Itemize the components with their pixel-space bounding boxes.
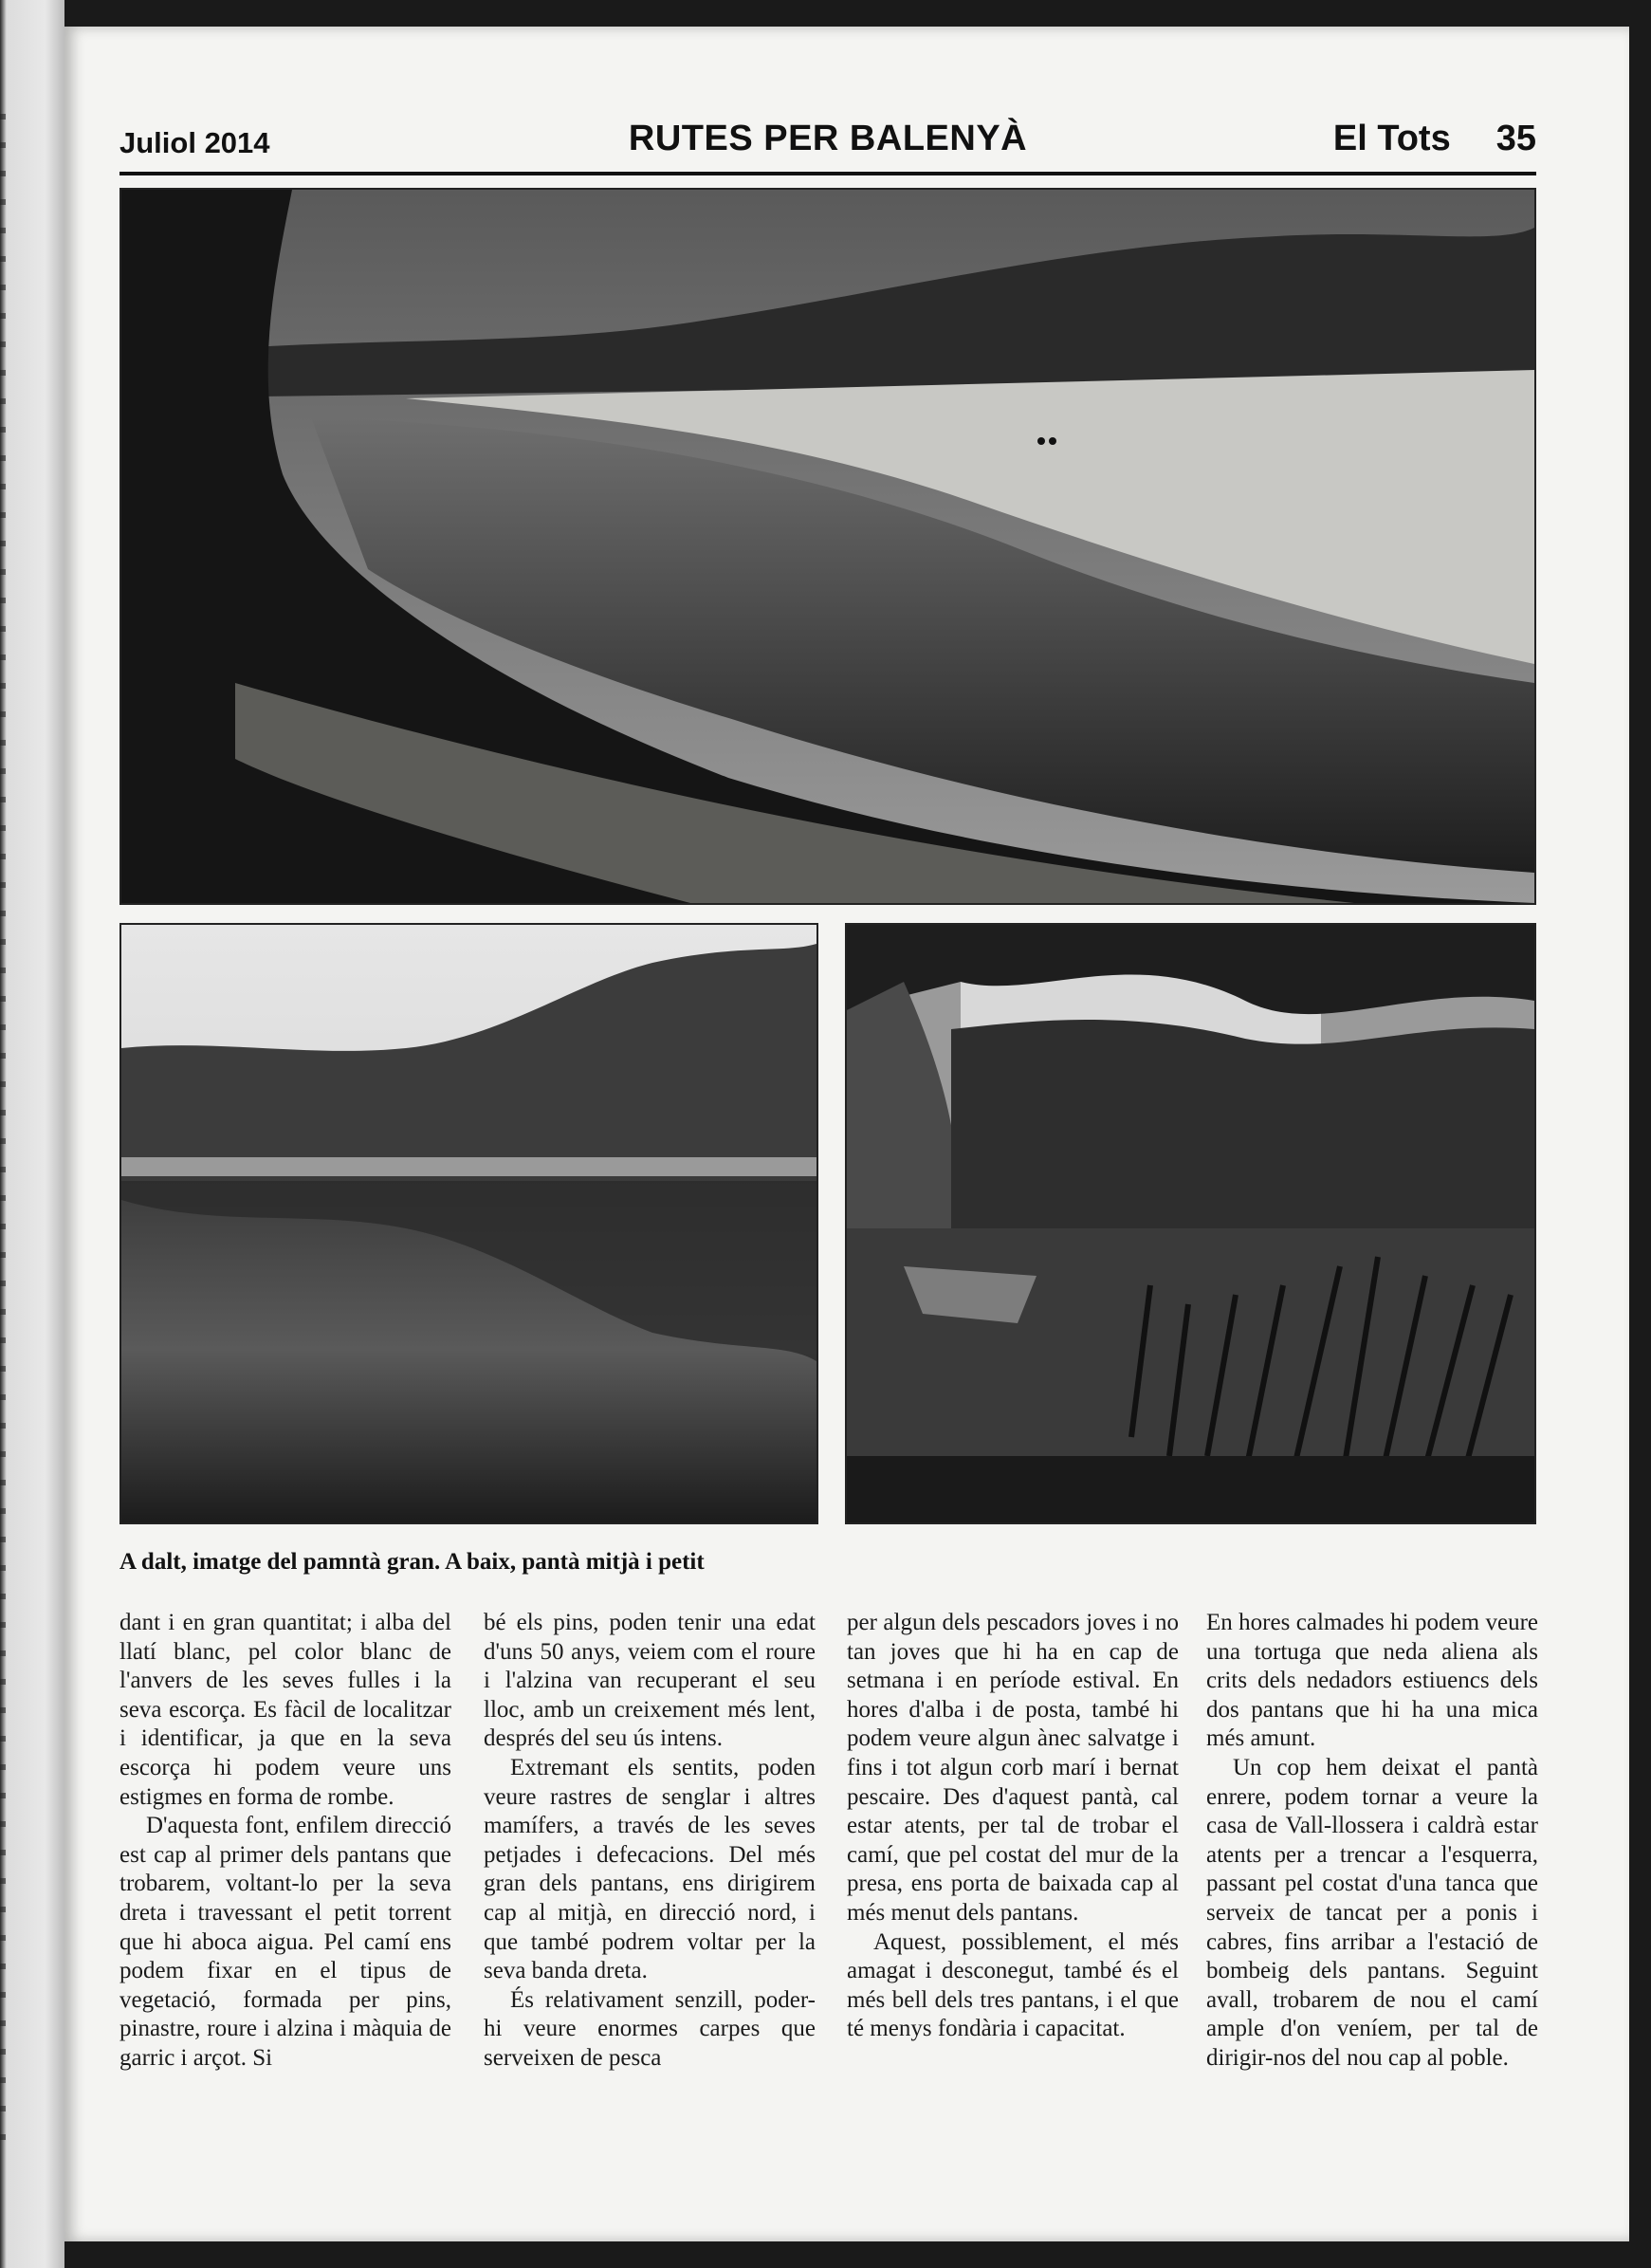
text-column-4: [1206, 1609, 1538, 2202]
text-column-1: [119, 1609, 451, 2202]
paragraph: Un cop hem deixat el pantà enrere, podem tornar a veure la casa de Vall-llossera i caldrà estar atents per a trencar a l'esquerra, passant pel costat d'una tanca que serveix de tancat per a ponis i cabres, fins arribar a l'estació de bombeig dels pantans. Seguint avall, trobarem de nou el camí ample d'on veníem, per tal de dirigir-nos del nou cap al poble.: [1206, 1754, 1538, 2071]
page-header: [119, 98, 1536, 175]
reservoir-small-reeds-icon: [847, 925, 1534, 1522]
paragraph: bé els pins, poden tenir una edat d'uns 50 anys, veiem com el roure i l'alzina van recuperant el seu lloc, amb un creixement més lent, després del seu ús intens.: [484, 1610, 816, 1752]
publication-name: El Tots: [1332, 119, 1451, 158]
section-title: RUTES PER BALENYÀ: [628, 119, 1028, 158]
adjacent-page-text-marks: [0, 114, 6, 2153]
photo-small-reservoir: [845, 923, 1536, 1524]
reservoir-large-icon: [121, 190, 1534, 903]
paragraph: per algun dels pescadors joves i no tan joves que hi ha en cap de setmana i en període estival. En hores d'alba i de posta, també hi podem veure algun ànec salvatge i fins i tot algun corb marí i bernat pescaire. Des d'aquest pantà, cal estar atents, per tal de trobar el camí, que pel costat del mur de la presa, ens porta de baixada cap al més menut dels pantans.: [847, 1610, 1179, 1926]
text-column-2: [484, 1609, 816, 2202]
photo-middle-reservoir: [119, 923, 818, 1524]
paragraph: D'aquesta font, enfilem direcció est cap al primer dels pantans que trobarem, voltant-lo per la seva dreta i travessant el petit torrent que hi aboca aigua. Pel camí ens podem fixar en el tipus de vegetació, formada per pins, pinastre, roure i alzina i màquia de garric i arçot. Si: [119, 1813, 451, 2071]
magazine-page: [64, 27, 1629, 2241]
paragraph: Extremant els sentits, poden veure rastres de senglar i altres mamífers, a través de les seves petjades i defecacions. Del més gran dels pantans, ens dirigirem cap al mitjà, en direcció nord, i que també podrem voltar per la seva banda dreta.: [484, 1754, 816, 1984]
paragraph: En hores calmades hi podem veure una tortuga que neda aliena als crits dels nedadors estiuencs dels dos pantans que hi ha una mica més amunt.: [1206, 1610, 1538, 1752]
publication-block: [1333, 119, 1536, 159]
reservoir-middle-reflection-icon: [121, 925, 816, 1522]
issue-date: Juliol 2014: [119, 126, 270, 159]
paragraph: dant i en gran quantitat; i alba del llatí blanc, pel color blanc de l'anvers de les seves fulles i la seva escorça. Es fàcil de localitzar i identificar, ja que en la seva escorça hi podem veure uns estigmes en forma de rombe.: [119, 1610, 451, 1810]
photo-large-reservoir: [119, 188, 1536, 905]
paragraph: És relativament senzill, poder-hi veure enormes carpes que serveixen de pesca: [484, 1986, 816, 2071]
photo-caption: A dalt, imatge del pamntà gran. A baix, pantà mitjà i petit: [119, 1549, 705, 1575]
paragraph: Aquest, possiblement, el més amagat i desconegut, també és el més bell dels tres pantans, i el que té menys fondària i capacitat.: [847, 1928, 1179, 2042]
adjacent-page-edge: [0, 0, 64, 2268]
page-number: 35: [1495, 119, 1536, 158]
text-column-3: [847, 1609, 1179, 2202]
